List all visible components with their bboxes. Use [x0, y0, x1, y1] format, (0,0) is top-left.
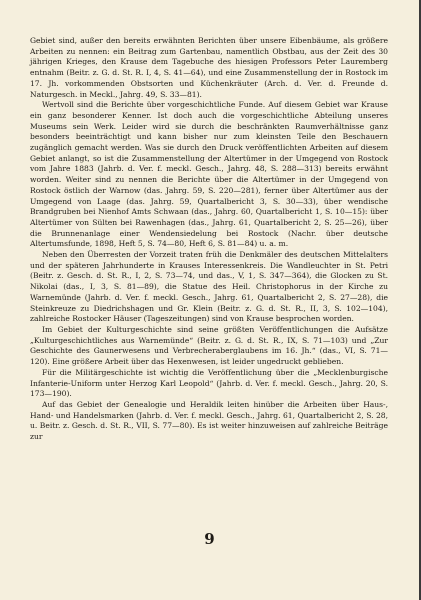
paragraph-5: Für die Militärgeschichte ist wichtig die Veröffentlichung über die „Mecklenburgische Infanterie-Uniform unter Herzog Karl Leopold“ (Jahrb. d. Ver. f. meckl. Gesch., Jahrg. 20, S. 173—190). [30, 367, 388, 399]
paragraph-6: Auf das Gebiet der Genealogie und Heraldik leiten hinüber die Arbeiten über Haus-, Hand- und Handelsmarken (Jahrb. d. Ver. f. meckl. Gesch., Jahrg. 61, Quartalbericht 2, S. 28, u. Beitr. z. Gesch. d. St. R., VII, S. 77—80). Es ist weiter hinzuweisen auf zahlreiche Beiträge zur [30, 399, 388, 442]
paragraph-4: Im Gebiet der Kulturgeschichte sind seine größten Veröffentlichungen die Aufsätze „Kulturgeschichtliches aus Warnemünde“ (Beitr. z. G. d. St. R., IX, S. 71—103) und „Zur Geschichte des Gaunerwesens und Verbrecheraberglaubens im 16. Jh.“ (das., VI, S. 71—120). Eine größere Arbeit über das Hexenwesen, ist leider ungedruckt geblieben. [30, 324, 388, 367]
paragraph-2: Wertvoll sind die Berichte über vorgeschichtliche Funde. Auf diesem Gebiet war Krause ein ganz besonderer Kenner. Ist doch auch die vorgeschichtliche Abteilung unseres Museums sein Werk. Leider wird sie durch die beschränkten Raumverhältnisse ganz besonders beeinträchtigt und kann bisher nur zum kleinsten Teile den Beschauern zugänglich gemacht werden. Was sie durch den Druck veröffentlichten Arbeiten auf diesem Gebiet anlangt, so ist die Zusammenstellung der Altertümer in der Umgegend von Rostock vom Jahre 1883 (Jahrb. d. Ver. f. meckl. Gesch., Jahrg. 48, S. 288—313) bereits erwähnt worden. Weiter sind zu nennen die Berichte über die Altertümer in der Umgegend von Rostock östlich der Warnow (das. Jahrg. 59, S. 220—281), ferner über Altertümer aus der Umgegend von Laage (das. Jahrg. 59, Quartalbericht 3, S. 30—33), über wendische Brandgruben bei Nienhof Amts Schwaan (das., Jahrg. 60, Quartalbericht 1, S. 10—15): über Altertümer von Sülten bei Rawenhagen (das., Jahrg. 61, Quartalbericht 2, S. 25—26), über die Brunnenanlage einer Wendensiedelung bei Rostock (Nachr. über deutsche Altertumsfunde, 1898, Heft 5, S. 74—80, Heft 6, S. 81—84) u. a. m. [30, 100, 388, 249]
paragraph-1: Gebiet sind, außer den bereits erwähnten Berichten über unsere Eibenbäume, als größere Arbeiten zu nennen: ein Beitrag zum Gartenbau, namentlich Obstbau, aus der Zeit des 30 jährigen Krieges, den Krause dem Tagebuche des hiesigen Professors Peter Lauremberg entnahm (Beitr. z. G. d. St. R. I, 4, S. 41—64), und eine Zusammenstellung der in Rostock im 17. Jh. vorkommenden Obstsorten und Küchenkräuter (Arch. d. Ver. d. Freunde d. Naturgesch. in Meckl., Jahrg. 49, S. 33—81). [30, 36, 388, 99]
page-number: 9 [204, 530, 215, 548]
body-text [30, 36, 388, 443]
paragraph-3: Neben den Überresten der Vorzeit traten früh die Denkmäler des deutschen Mittelalters und der späteren Jahrhunderte in Krauses Interessenkreis. Die Wandleuchter in St. Petri (Beitr. z. Gesch. d. St. R., I, 2, S. 73—74, und das., V, 1, S. 347—364), die Glocken zu St. Nikolai (das., I, 3, S. 81—89), die Statue des Heil. Christophorus in der Kirche zu Warnemünde (Jahrb. d. Ver. f. meckl. Gesch., Jahrg. 61, Quartalbericht 2, S. 27—28), die Steinkreuze zu Diedrichshagen und Gr. Klein (Beitr. z. G. d. St. R., II, 3, S. 102—104), zahlreiche Rostocker Häuser (Tageszeitungen) sind von Krause besprochen worden. [30, 250, 388, 324]
